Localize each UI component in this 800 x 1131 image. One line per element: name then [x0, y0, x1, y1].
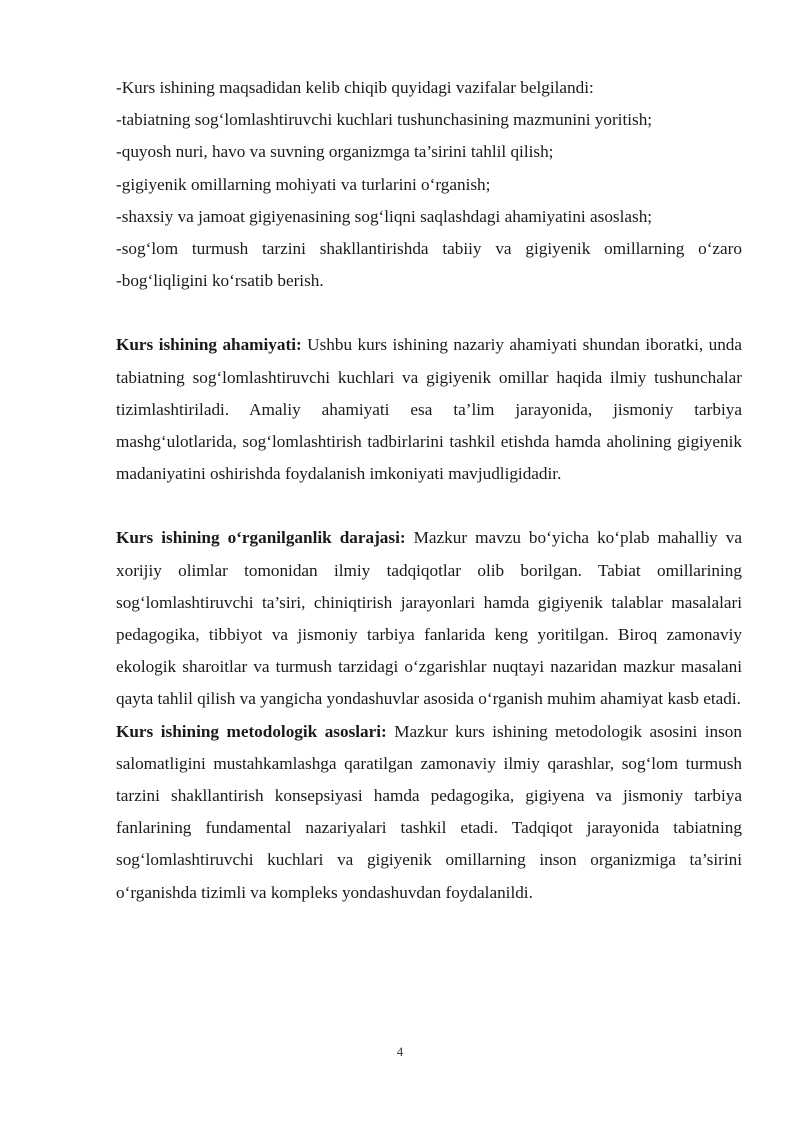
importance-paragraph — [116, 329, 742, 490]
methodology-paragraph — [116, 716, 742, 909]
paragraph-gap — [116, 490, 742, 522]
task-item: -tabiatning sog‘lomlashtiruvchi kuchlari tushunchasining mazmunini yoritish; — [116, 110, 653, 130]
paragraph-gap — [116, 297, 742, 329]
study-level-heading: Kurs ishining o‘rganilganlik darajasi: — [116, 528, 406, 548]
tasks-section — [116, 72, 742, 297]
task-item: -shaxsiy va jamoat gigiyenasining sog‘liqni saqlashdagi ahamiyatini asoslash; — [116, 206, 653, 226]
study-level-text: Mazkur mavzu bo‘yicha ko‘plab mahalliy va xorijiy olimlar tomonidan ilmiy tadqiqotlar olib borilgan. Tabiat omillarining sog‘lomlashtiruvchi ta’siri, chiniqtirish jarayonlari hamda gigiyenik talablar masalalari pedagogika, tibbiyot va jismoniy tarbiya fanlarida keng yoritilgan. Biroq zamonaviy ekologik sharoitlar va turmush tarzidagi o‘zgarishlar nuqtayi nazaridan mazkur masalani qayta tahlil qilish va yangicha yondashuvlar asosida o‘rganish muhim ahamiyat kasb etadi. — [116, 528, 742, 709]
task-item: -quyosh nuri, havo va suvning organizmga ta’sirini tahlil qilish; — [116, 142, 554, 162]
document-page — [116, 72, 742, 909]
study-level-paragraph — [116, 522, 742, 715]
page-number: 4 — [396, 1044, 404, 1059]
task-item-last-line-1: -sog‘lom turmush tarzini shakllantirishda tabiiy va gigiyenik omillarning o‘zaro — [116, 239, 742, 259]
importance-text: Ushbu kurs ishining nazariy ahamiyati shundan iboratki, unda tabiatning sog‘lomlashtiruvchi kuchlari va gigiyenik omillar haqida ilmiy tushunchalar tizimlashtiriladi. Amaliy ahamiyati esa ta’lim jarayonida, jismoniy tarbiya mashg‘ulotlarida, sog‘lomlashtirish tadbirlarini tashkil etishda hamda aholining gigiyenik madaniyatini oshirishda foydalanish imkoniyati mavjudligidadir. — [116, 335, 743, 484]
methodology-text: Mazkur kurs ishining metodologik asosini inson salomatligini mustahkamlashga qaratilgan zamonaviy ilmiy qarashlar, sog‘lom turmush tarzini shakllantirish konsepsiyasi hamda pedagogika, gigiyena va jismoniy tarbiya fanlarining fundamental nazariyalari tashkil etadi. Tadqiqot jarayonida tabiatning sog‘lomlashtiruvchi kuchlari va gigiyenik omillarning inson organizmiga ta’sirini o‘rganishda tizimli va kompleks yondashuvdan foydalanildi. — [116, 721, 742, 902]
task-item: -gigiyenik omillarning mohiyati va turlarini o‘rganish; — [116, 174, 491, 194]
tasks-intro: -Kurs ishining maqsadidan kelib chiqib quyidagi vazifalar belgilandi: — [116, 78, 594, 97]
importance-heading: Kurs ishining ahamiyati: — [116, 335, 302, 355]
methodology-heading: Kurs ishining metodologik asoslari: — [116, 721, 387, 741]
task-item-last-line-2: -bog‘liqligini ko‘rsatib berish. — [116, 271, 324, 291]
